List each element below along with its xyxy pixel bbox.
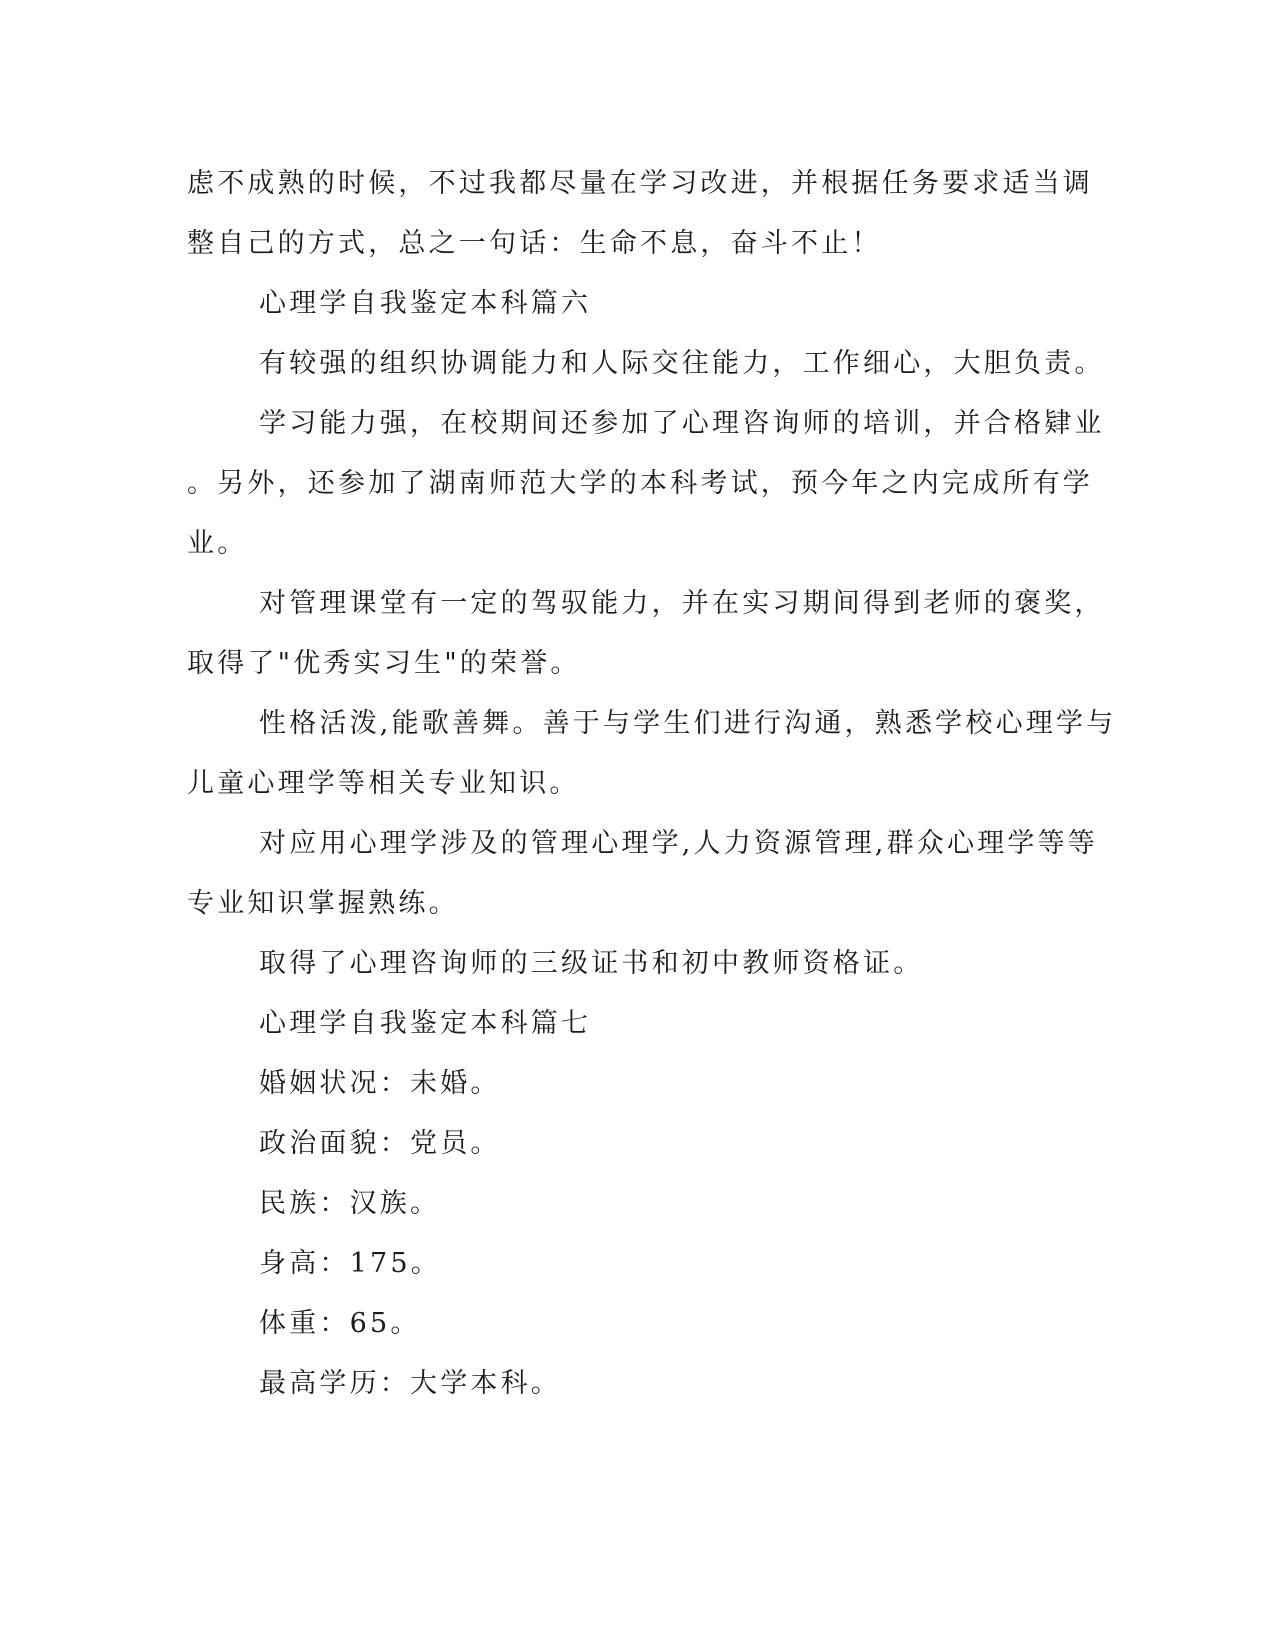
- paragraph-line: 对管理课堂有一定的驾驭能力，并在实习期间得到老师的褒奖，: [259, 588, 1105, 619]
- info-line-marital-status: 婚姻状况：未婚。: [259, 1068, 501, 1099]
- paragraph-line: 儿童心理学等相关专业知识。: [187, 768, 580, 799]
- info-line-political-status: 政治面貌：党员。: [259, 1128, 501, 1159]
- paragraph-line: 对应用心理学涉及的管理心理学,人力资源管理,群众心理学等等: [259, 828, 1098, 859]
- paragraph-line: 整自己的方式，总之一句话：生命不息，奋斗不止！: [187, 228, 882, 259]
- section-heading: 心理学自我鉴定本科篇六: [259, 288, 592, 319]
- paragraph-line: 取得了心理咨询师的三级证书和初中教师资格证。: [259, 948, 924, 979]
- paragraph-line: 虑不成熟的时候，不过我都尽量在学习改进，并根据任务要求适当调: [187, 168, 1093, 199]
- info-line-ethnicity: 民族：汉族。: [259, 1188, 441, 1219]
- paragraph-line: 性格活泼,能歌善舞。善于与学生们进行沟通，熟悉学校心理学与: [259, 708, 1117, 739]
- paragraph-line: 专业知识掌握熟练。: [187, 888, 459, 919]
- info-line-height: 身高：175。: [259, 1248, 441, 1279]
- paragraph-line: 有较强的组织协调能力和人际交往能力，工作细心，大胆负责。: [259, 348, 1105, 379]
- paragraph-line: 学习能力强，在校期间还参加了心理咨询师的培训，并合格肄业: [259, 408, 1105, 439]
- paragraph-line: 取得了"优秀实习生"的荣誉。: [187, 648, 581, 679]
- info-line-education: 最高学历：大学本科。: [259, 1368, 561, 1399]
- section-heading: 心理学自我鉴定本科篇七: [259, 1008, 592, 1039]
- info-line-weight: 体重：65。: [259, 1308, 421, 1339]
- paragraph-line: 。另外，还参加了湖南师范大学的本科考试，预今年之内完成所有学: [187, 468, 1093, 499]
- paragraph-line: 业。: [187, 528, 248, 559]
